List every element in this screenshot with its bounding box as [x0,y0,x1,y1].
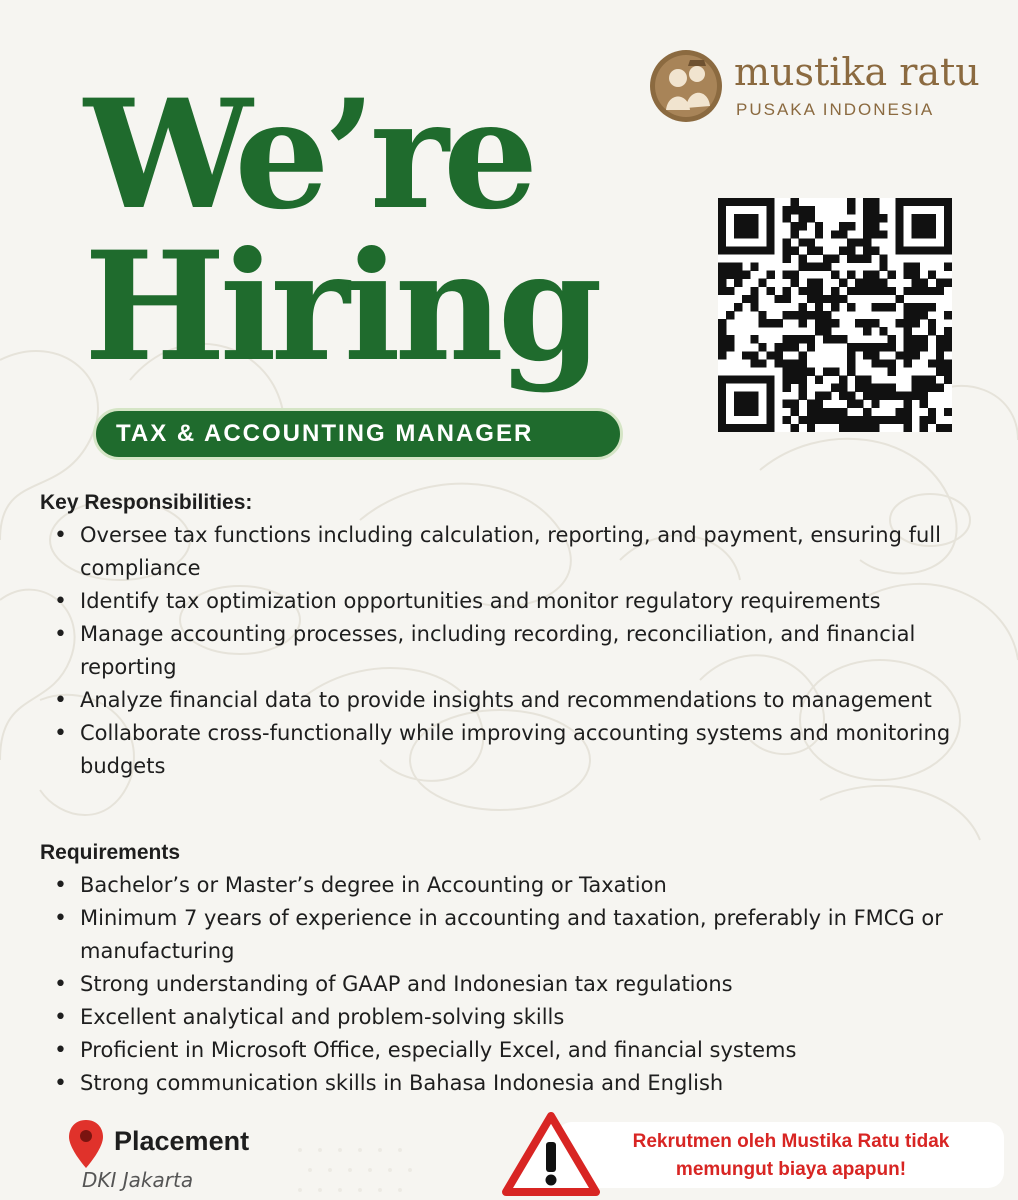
list-item: • Identify tax optimization opportunities and monitor regulatory requirements [40,585,1000,618]
warning-triangle-icon [502,1112,600,1198]
brand-name: mustika ratu [734,50,980,94]
placement-location: DKI Jakarta [82,1168,194,1192]
list-item: • Bachelor’s or Master’s degree in Accounting or Taxation [40,869,1015,902]
headline-line-2: Hiring [84,219,597,395]
list-item: • Manage accounting processes, including recording, reconciliation, and financial reporting [40,618,1000,684]
requirements-list [40,869,1015,1100]
list-item: • Proficient in Microsoft Office, especially Excel, and financial systems [40,1034,1015,1067]
fee-notice-text [586,1128,996,1184]
list-item: • Strong understanding of GAAP and Indonesian tax regulations [40,968,1015,1001]
responsibilities-list [40,519,1000,783]
headline-line-1: We’re [84,67,533,243]
placement-label: Placement [114,1126,250,1156]
map-pin-icon [66,1118,106,1170]
brand-tagline: PUSAKA INDONESIA [736,100,935,119]
brand-emblem-icon [648,48,724,124]
fee-notice-line-1: Rekrutmen oleh Mustika Ratu tidak [632,1131,950,1152]
position-title-badge: TAX & ACCOUNTING MANAGER [93,408,623,460]
list-item: • Analyze financial data to provide insights and recommendations to management [40,684,1000,717]
fee-notice-line-2: memungut biaya apapun! [675,1159,907,1180]
responsibilities-heading: Key Responsibilities: [40,491,253,514]
list-item: • Minimum 7 years of experience in accounting and taxation, preferably in FMCG or manufacturing [40,902,1015,968]
placement-info [66,1118,366,1198]
qr-code-icon[interactable] [718,198,952,432]
list-item: • Strong communication skills in Bahasa Indonesia and English [40,1067,1015,1100]
responsibilities-section [40,487,1000,783]
requirements-heading: Requirements [40,841,181,864]
fee-notice-banner [556,1122,1004,1188]
requirements-section [40,837,1015,1100]
brand-logo [648,48,988,128]
list-item: • Oversee tax functions including calculation, reporting, and payment, ensuring full compliance [40,519,1000,585]
list-item: • Excellent analytical and problem-solving skills [40,1001,1015,1034]
list-item: • Collaborate cross-functionally while improving accounting systems and monitoring budgets [40,717,1000,783]
